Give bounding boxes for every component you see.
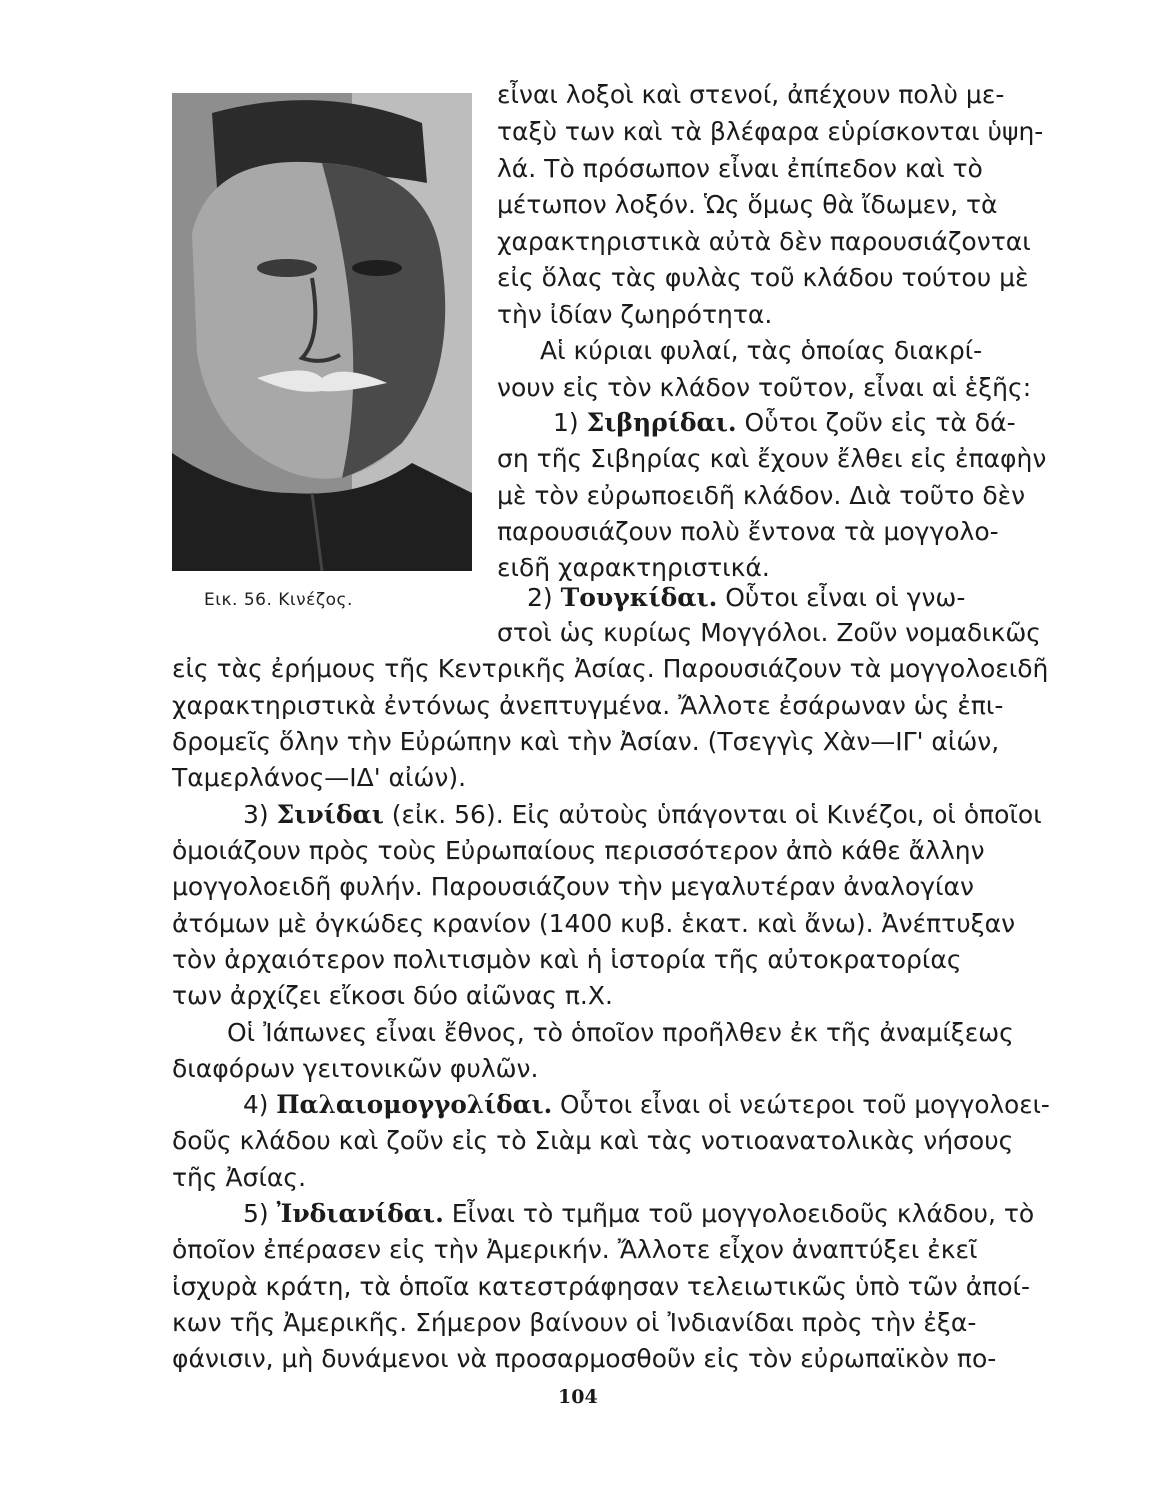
figure-caption: Εικ. 56. Κινέζος. — [204, 590, 353, 610]
item-text: Οὗτοι ζοῦν εἰς τὰ δά- — [736, 408, 1016, 437]
item-number: 4) — [243, 1090, 277, 1119]
text-line: νουν εἰς τὸν κλάδον τοῦτον, εἶναι αἱ ἑξῆς: — [497, 373, 1032, 402]
item-number: 2) — [527, 583, 561, 612]
text-line: διαφόρων γειτονικῶν φυλῶν. — [172, 1054, 539, 1083]
text-line: εἰς ὅλας τὰς φυλὰς τοῦ κλάδου τούτου μὲ — [497, 263, 1029, 292]
text-line: ὁμοιάζουν πρὸς τοὺς Εὐρωπαίους περισσότερον ἀπὸ κάθε ἄλλην — [172, 836, 985, 865]
list-item-5 — [243, 1201, 1034, 1226]
item-term: Σιβηρίδαι. — [586, 408, 737, 437]
text-line: ση τῆς Σιβηρίας καὶ ἔχουν ἔλθει εἰς ἐπαφὴν — [497, 444, 1047, 473]
item-text: Οὗτοι εἶναι οἱ γνω- — [717, 583, 966, 612]
text-line: Ταμερλάνος—ΙΔ' αἰών). — [172, 763, 467, 792]
text-line: ειδῆ χαρακτηριστικά. — [497, 553, 770, 582]
item-number: 5) — [243, 1199, 277, 1228]
portrait-photo — [172, 93, 472, 571]
item-text: Οὗτοι εἶναι οἱ νεώτεροι τοῦ μογγολοει- — [552, 1090, 1050, 1119]
item-term: Παλαιομογγολίδαι. — [276, 1090, 553, 1119]
text-line: μὲ τὸν εὐρωποειδῆ κλάδον. Διὰ τοῦτο δὲν — [497, 481, 1026, 510]
text-line: εἰς τὰς ἐρήμους τῆς Κεντρικῆς Ἀσίας. Παρουσιάζουν τὰ μογγολοειδῆ — [172, 654, 1049, 683]
list-item-3 — [243, 802, 1042, 827]
text-line: δοῦς κλάδου καὶ ζοῦν εἰς τὸ Σιὰμ καὶ τὰς νοτιοανατολικὰς νήσους — [172, 1126, 1014, 1155]
list-item-4 — [243, 1092, 1050, 1117]
text-line: στοὶ ὡς κυρίως Μογγόλοι. Ζοῦν νομαδικῶς — [497, 618, 1041, 647]
text-line: Οἱ Ἰάπωνες εἶναι ἔθνος, τὸ ὁποῖον προῆλθεν ἐκ τῆς ἀναμίξεως — [227, 1018, 1014, 1047]
item-number: 3) — [243, 800, 277, 829]
list-item-1 — [553, 410, 1016, 435]
text-line: λά. Τὸ πρόσωπον εἶναι ἐπίπεδον καὶ τὸ — [497, 154, 983, 183]
text-line: των ἀρχίζει εἴκοσι δύο αἰῶνας π.Χ. — [172, 981, 613, 1010]
item-text: (εἰκ. 56). Εἰς αὐτοὺς ὑπάγονται οἱ Κινέζοι, οἱ ὁποῖοι — [383, 800, 1042, 829]
text-line: κων τῆς Ἀμερικῆς. Σήμερον βαίνουν οἱ Ἰνδιανίδαι πρὸς τὴν ἐξα- — [172, 1308, 977, 1337]
text-line: ἀτόμων μὲ ὀγκώδες κρανίον (1400 κυβ. ἑκατ. καὶ ἄνω). Ἀνέπτυξαν — [172, 909, 1016, 938]
item-number: 1) — [553, 408, 587, 437]
text-line: τὸν ἀρχαιότερον πολιτισμὸν καὶ ἡ ἱστορία τῆς αὐτοκρατορίας — [172, 945, 962, 974]
text-line: τὴν ἰδίαν ζωηρότητα. — [497, 300, 773, 329]
text-line: μέτωπον λοξόν. Ὡς ὅμως θὰ ἴδωμεν, τὰ — [497, 190, 998, 219]
item-term: Σινίδαι — [276, 800, 384, 829]
item-term: Τουγκίδαι. — [560, 583, 718, 612]
list-item-2 — [527, 585, 965, 610]
item-term: Ἰνδιανίδαι. — [276, 1199, 444, 1228]
text-line: ἰσχυρὰ κράτη, τὰ ὁποῖα κατεστράφησαν τελειωτικῶς ὑπὸ τῶν ἀποί- — [172, 1272, 1031, 1301]
text-line: τῆς Ἀσίας. — [172, 1163, 307, 1192]
page-number: 104 — [558, 1386, 598, 1408]
text-line: Αἱ κύριαι φυλαί, τὰς ὁποίας διακρί- — [540, 336, 983, 365]
text-line: χαρακτηριστικὰ ἐντόνως ἀνεπτυγμένα. Ἄλλοτε ἐσάρωναν ὡς ἐπι- — [172, 691, 1004, 720]
text-line: χαρακτηριστικὰ αὐτὰ δὲν παρουσιάζονται — [497, 227, 1031, 256]
text-line: εἶναι λοξοὶ καὶ στενοί, ἀπέχουν πολὺ με- — [497, 80, 1005, 109]
text-line: ταξὺ των καὶ τὰ βλέφαρα εὑρίσκονται ὑψη- — [497, 117, 1044, 146]
text-line: φάνισιν, μὴ δυνάμενοι νὰ προσαρμοσθοῦν εἰς τὸν εὐρωπαϊκὸν πο- — [172, 1344, 997, 1373]
item-text: Εἶναι τὸ τμῆμα τοῦ μογγολοειδοῦς κλάδου, τὸ — [443, 1199, 1035, 1228]
text-line: μογγολοειδῆ φυλήν. Παρουσιάζουν τὴν μεγαλυτέραν ἀναλογίαν — [172, 872, 974, 901]
portrait-illustration — [172, 93, 472, 571]
text-line: δρομεῖς ὅλην τὴν Εὐρώπην καὶ τὴν Ἀσίαν. (Τσεγγὶς Χὰν—ΙΓ' αἰών, — [172, 727, 1000, 756]
text-line: ὁποῖον ἐπέρασεν εἰς τὴν Ἀμερικήν. Ἄλλοτε εἶχον ἀναπτύξει ἐκεῖ — [172, 1235, 978, 1264]
text-line: παρουσιάζουν πολὺ ἔντονα τὰ μογγολο- — [497, 517, 999, 546]
